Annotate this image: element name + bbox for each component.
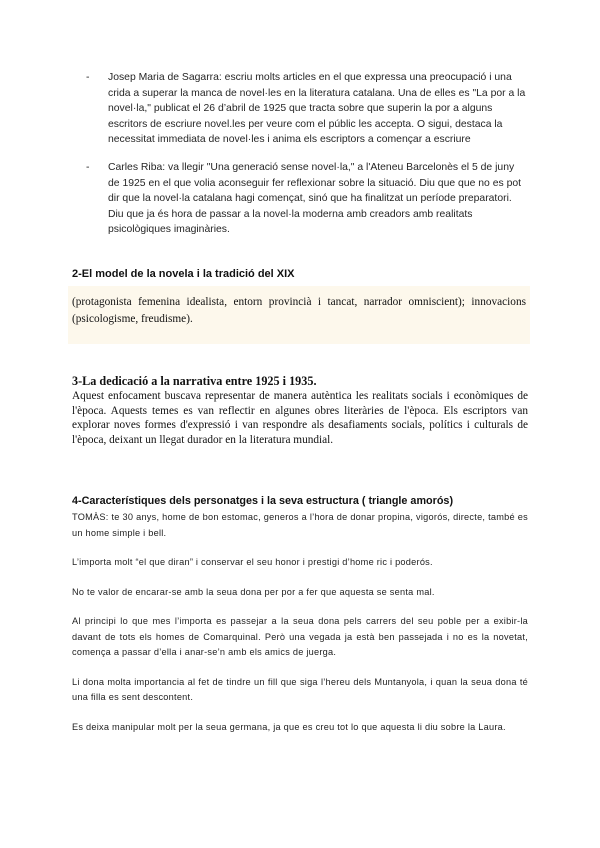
section4-paragraph: TOMÀS: te 30 anys, home de bon estomac, generos a l’hora de donar propina, vigorós, directe, també es un home simple i bell.	[72, 512, 528, 538]
section3-body: Aquest enfocament buscava representar de manera autèntica les realitats socials i econòmiques de l'època. Aquests temes es van reflectir en algunes obres literàries de l'època. Els escriptors van explorar noves formes d'expressió i van respondre als desafiaments socials, polítics i culturals de l'època, deixant un llegat durador en la literatura mundial.	[72, 390, 528, 446]
section2-heading: 2-El model de la novela i la tradició del XIX	[72, 268, 295, 280]
bullet-list	[86, 70, 526, 250]
bullet-text: Carles Riba: va llegir "Una generació sense novel·la," a l'Ateneu Barcelonès el 5 de juny de 1925 en el que volia aconseguir fer reflexionar sobre la situació. Diu que que no es pot dir que la novel·la catalana hagi començat, sinó que ha finalitzat un període preparatori. Diu que ja és hora de passar a la novel·la moderna amb creadors amb realitats psicològiques imaginàries.	[108, 161, 522, 236]
section3	[72, 374, 528, 447]
bullet-dash: -	[86, 71, 90, 83]
section2-box-text: (protagonista femenina idealista, entorn provincià i tancat, narrador omniscient); innovacions (psicologisme, freudisme).	[72, 296, 526, 325]
bullet-text: Josep Maria de Sagarra: escriu molts articles en el que expressa una preocupació i una crida a superar la manca de novel·les en la literatura catalana. Una de elles es "La por a la novel·la," publicat el 26 d’abril de 1925 que tracta sobre que superin la por a alguns escritors de escriure novel.les per veure com el públic les accepta. O sigui, destaca la necessitat immediata de novel·les i anima els escriptors a començar a escriure	[108, 72, 526, 146]
section4	[72, 494, 528, 749]
bullet-dash: -	[86, 160, 90, 173]
bullet-item-sagarra	[86, 70, 526, 148]
section4-paragraph: Al principi lo que mes l’importa es passejar a la seua dona pels carrers del seu poble per a exibir-la davant de tots els homes de Comarquinal. Però una vegada ja està ben passejada i no es la novetat, comença a passar d’ella i anar-se’n amb els amics de juerga.	[72, 616, 528, 657]
section3-heading: 3-La dedicació a la narrativa entre 1925 i 1935.	[72, 374, 317, 388]
section2-highlight-box	[68, 286, 530, 344]
bullet-item-riba	[86, 160, 526, 238]
section4-paragraph: No te valor de encarar-se amb la seua dona per por a fer que aquesta se senta mal.	[72, 586, 435, 597]
section4-paragraph: L’importa molt “el que diran” i conservar el seu honor i prestigi d’home ric i poderós.	[72, 557, 433, 567]
section4-paragraph: Es deixa manipular molt per la seua germana, ja que es creu tot lo que aquesta li diu sobre la Laura.	[72, 721, 506, 732]
section4-paragraph: Li dona molta importancia al fet de tindre un fill que siga l’hereu dels Muntanyola, i quan la seua dona té una filla es sent descontent.	[72, 676, 528, 702]
section4-heading: 4-Característiques dels personatges i la seva estructura ( triangle amorós)	[72, 495, 454, 507]
